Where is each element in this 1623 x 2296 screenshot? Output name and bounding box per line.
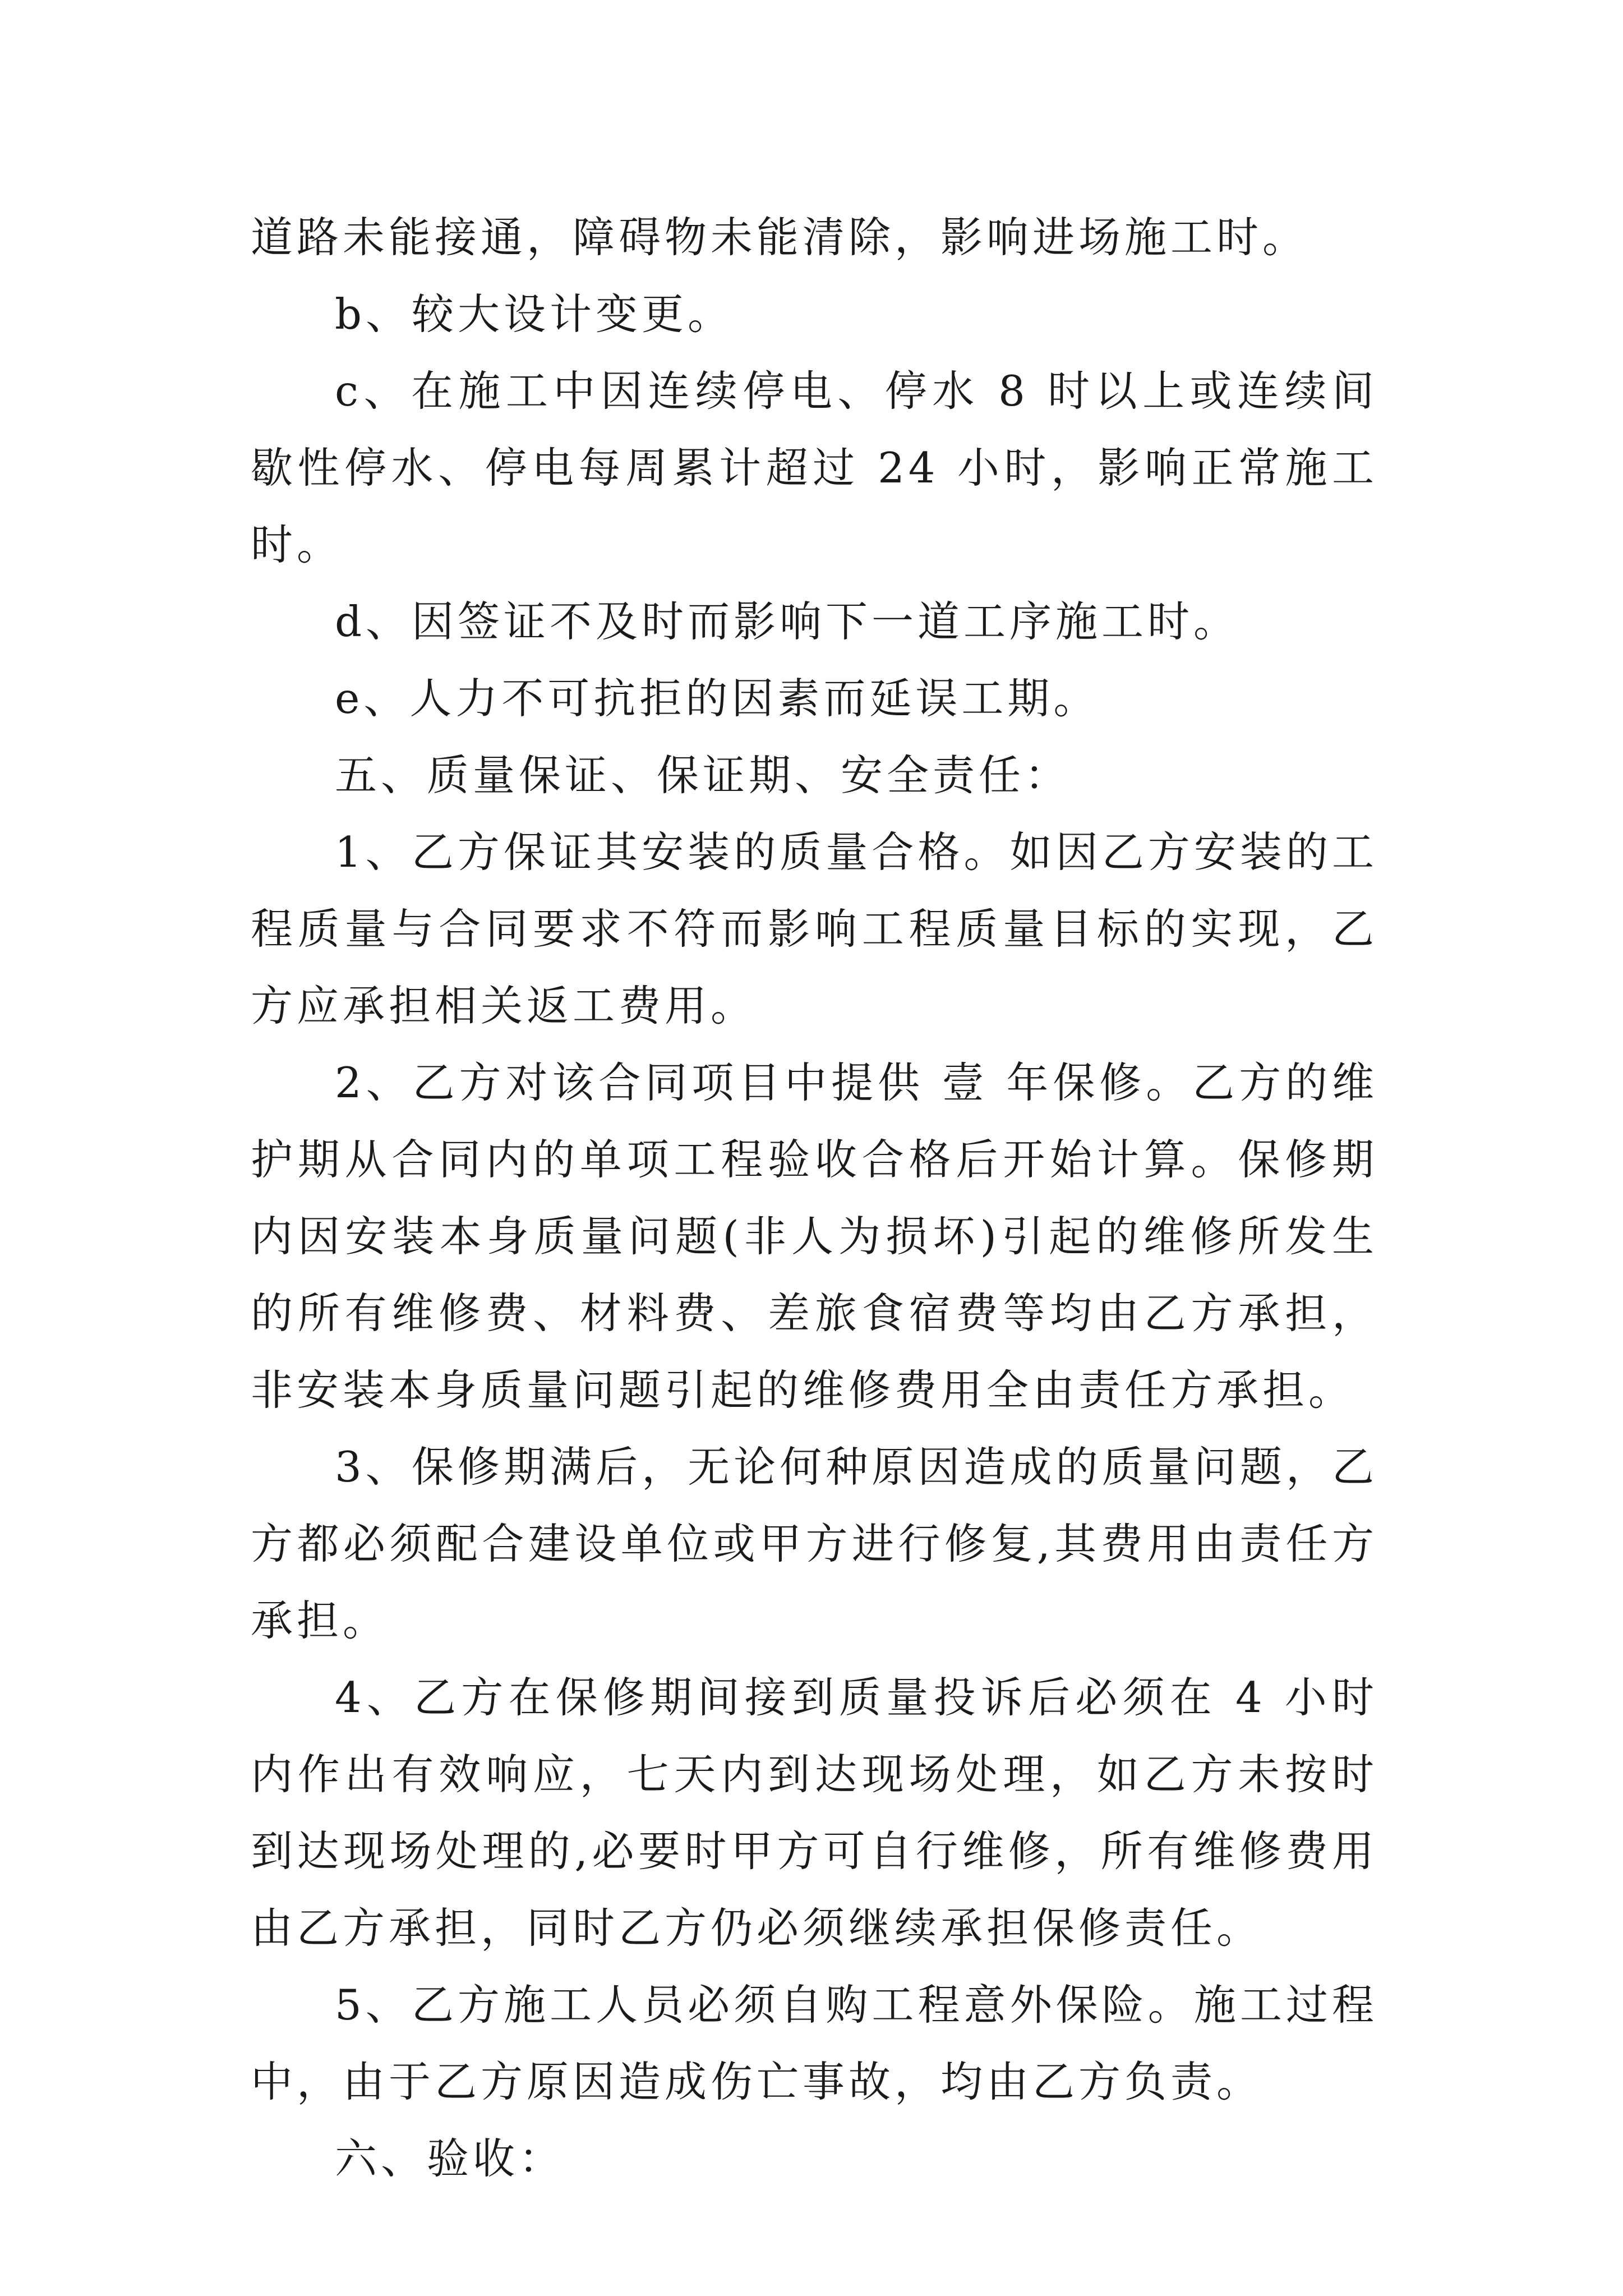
document-body <box>251 199 1378 2197</box>
paragraph: 道路未能接通，障碍物未能清除，影响进场施工时。 <box>251 213 1309 262</box>
paragraph: 4、乙方在保修期间接到质量投诉后必须在 4 小时内作出有效响应，七天内到达现场处理，如乙方未按时到达现场处理的,必要时甲方可自行维修，所有维修费用由乙方承担，同时乙方仍必须继续承担保修责任。 <box>251 1673 1378 1953</box>
paragraph: b、较大设计变更。 <box>335 289 734 339</box>
paragraph: 5、乙方施工人员必须自购工程意外保险。施工过程中，由于乙方原因造成伤亡事故，均由乙方负责。 <box>251 1980 1378 2106</box>
paragraph: 1、乙方保证其安装的质量合格。如因乙方安装的工程质量与合同要求不符而影响工程质量目标的实现，乙方应承担相关返工费用。 <box>251 827 1378 1030</box>
paragraph: d、因签证不及时而影响下一道工序施工时。 <box>335 597 1240 646</box>
paragraph: c、在施工中因连续停电、停水 8 时以上或连续间歇性停水、停电每周累计超过 24 小时，影响正常施工时。 <box>251 366 1378 569</box>
paragraph: e、人力不可抗拒的因素而延误工期。 <box>335 674 1100 723</box>
section-heading: 五、质量保证、保证期、安全责任： <box>335 751 1071 800</box>
paragraph: 3、保修期满后，无论何种原因造成的质量问题，乙方都必须配合建设单位或甲方进行修复,其费用由责任方承担。 <box>251 1442 1378 1645</box>
section-heading: 六、验收： <box>335 2134 565 2183</box>
paragraph: 2、乙方对该合同项目中提供 壹 年保修。乙方的维护期从合同内的单项工程验收合格后开始计算。保修期内因安装本身质量问题(非人为损坏)引起的维修所发生的所有维修费、材料费、差旅食宿费等均由乙方承担，非安装本身质量问题引起的维修费用全由责任方承担。 <box>251 1058 1378 1415</box>
